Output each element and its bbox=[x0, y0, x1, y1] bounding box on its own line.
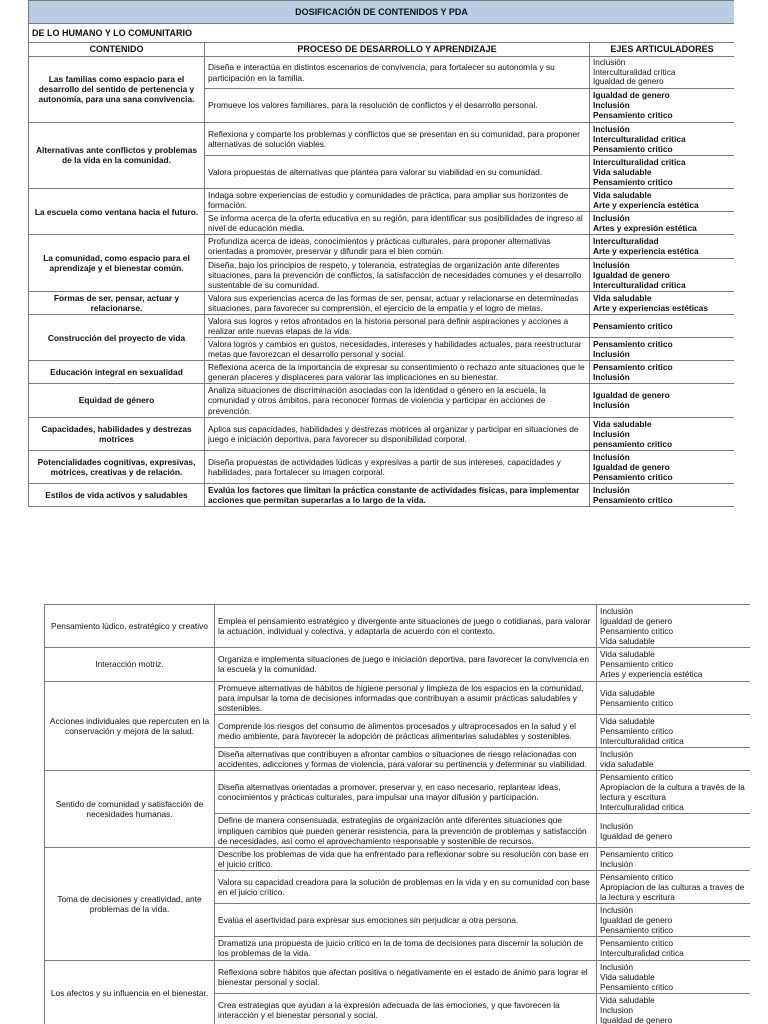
eje-item: Igualdad de genero bbox=[593, 77, 664, 87]
eje-item: Pensamiento critico bbox=[600, 848, 674, 859]
ejes-cell bbox=[590, 212, 735, 235]
pda-cell: Describe los problemas de vida que ha enfrentado para reflexionar sobre su resolución con base en el juicio crítico. bbox=[215, 847, 597, 870]
eje-item: Inclusión bbox=[593, 485, 630, 496]
eje-item: Arte y experiencias estéticas bbox=[593, 302, 708, 313]
eje-item: Pensamiento critico bbox=[600, 626, 674, 637]
ejes-cell bbox=[590, 384, 735, 417]
pda-cell: Valora su capacidad creadora para la solución de problemas en la vida y en su comunidad con base en el juicio crítico. bbox=[215, 870, 597, 903]
eje-item: Inclusión bbox=[600, 961, 634, 972]
ejes-cell bbox=[597, 648, 751, 681]
eje-item: Pensamiento critico bbox=[593, 339, 673, 350]
eje-item: Inclusión bbox=[593, 57, 626, 67]
contenido-cell: Potencialidades cognitivas, expresivas, motrices, creativas y de relación. bbox=[29, 450, 205, 483]
contenido-cell: Acciones individuales que repercuten en la conservación y mejora de la salud. bbox=[45, 681, 215, 771]
pda-cell: Diseña, bajo los principios de respeto, y tolerancia, estrategias de organización ante diferentes situaciones, para la prevención de conflictos, la satisfacción de necesidades comunes y el desarrollo sustentable de su comunidad. bbox=[205, 258, 590, 291]
table-body bbox=[29, 56, 735, 506]
eje-item: Igualdad de genero bbox=[593, 390, 670, 401]
ejes-cell bbox=[590, 258, 735, 291]
contenido-cell: Equidad de género bbox=[29, 384, 205, 417]
eje-item: Vida saludable bbox=[600, 994, 655, 1005]
ejes-cell bbox=[590, 56, 735, 89]
table-row bbox=[29, 417, 735, 450]
ejes-cell bbox=[590, 89, 735, 122]
ejes-cell bbox=[590, 361, 735, 384]
ejes-cell bbox=[590, 122, 735, 155]
pda-cell: Valora sus logros y retos afrontados en la historia personal para definir aspiraciones y acciones a realizar ante nuevas etapas de la vida. bbox=[205, 314, 590, 337]
eje-item: Vida saludable bbox=[593, 190, 652, 201]
eje-item: Inclusión bbox=[593, 372, 630, 383]
ejes-cell bbox=[590, 314, 735, 337]
contenido-cell: Sentido de comunidad y satisfacción de necesidades humanas. bbox=[45, 771, 215, 848]
ejes-cell bbox=[597, 605, 751, 648]
ejes-cell bbox=[590, 235, 735, 258]
eje-item: Apropiacion de la cultura a través de la lectura y escritura bbox=[600, 782, 745, 803]
eje-item: Inclusión bbox=[593, 451, 630, 462]
pda-cell: Diseña alternativas que contribuyen a afrontar cambios o situaciones de riesgo relacionadas con accidentes, adicciones y formas de violencia, para valorar su pertinencia y determinar su viabilidad. bbox=[215, 748, 597, 771]
eje-item: Artes y expresión estética bbox=[593, 223, 697, 234]
eje-item: Pensamiento critico bbox=[593, 362, 673, 373]
pda-cell: Aplica sus capacidades, habilidades y destrezas motrices al organizar y participar en situaciones de juego e iniciación deportiva, para favorecer su disponibilidad corporal. bbox=[205, 417, 590, 450]
eje-item: Inclusión bbox=[600, 749, 634, 760]
pda-cell: Valora propuestas de alternativas que plantea para valorar su viabilidad en su comunidad. bbox=[205, 155, 590, 188]
ejes-cell bbox=[597, 870, 751, 903]
eje-item: Pensamiento critico bbox=[600, 659, 674, 670]
table-body bbox=[45, 605, 751, 1024]
eje-item: Inclusión bbox=[593, 400, 630, 411]
ejes-cell bbox=[597, 904, 751, 937]
eje-item: Apropiacion de las culturas a traves de la lectura y escritura bbox=[600, 881, 745, 903]
pda-cell: Profundiza acerca de ideas, conocimientos y prácticas culturales, para proponer alternativas orientadas a promover, preservar y difundir para el bien común. bbox=[205, 235, 590, 258]
eje-item: Igualdad de genero bbox=[593, 461, 670, 472]
ejes-cell bbox=[597, 681, 751, 714]
ejes-cell bbox=[597, 993, 751, 1024]
contenido-cell: Toma de decisiones y creatividad, ante problemas de la vida. bbox=[45, 847, 215, 960]
pda-cell: Se informa acerca de la oferta educativa en su región, para identificar sus posibilidades de ingreso al nivel de educación media. bbox=[205, 212, 590, 235]
contenido-cell: La comunidad, como espacio para el aprendizaje y el bienestar común. bbox=[29, 235, 205, 291]
eje-item: Interculturalidad crítica bbox=[593, 67, 676, 77]
eje-item: Vida saludable bbox=[600, 636, 655, 647]
eje-item: Vida saludable bbox=[600, 687, 655, 698]
table-row bbox=[29, 291, 735, 314]
eje-item: Inclusión bbox=[600, 905, 634, 916]
table-row bbox=[45, 960, 751, 993]
section-title: DE LO HUMANO Y LO COMUNITARIO bbox=[29, 24, 735, 43]
eje-item: Inclusión bbox=[593, 349, 630, 360]
eje-item: Vida saludable bbox=[600, 971, 655, 982]
ejes-cell bbox=[590, 291, 735, 314]
ejes-cell bbox=[597, 748, 751, 771]
pda-cell: Organiza e implementa situaciones de juego e iniciación deportiva, para favorecer la convivencia en la escuela y la comunidad. bbox=[215, 648, 597, 681]
header-contenido: CONTENIDO bbox=[29, 43, 205, 57]
eje-item: Arte y experiencia estética bbox=[593, 200, 699, 211]
table-row bbox=[29, 235, 735, 258]
contenido-cell: Pensamiento lúdico, estratégico y creativo bbox=[45, 605, 215, 648]
dosificacion-table bbox=[28, 0, 734, 507]
ejes-cell bbox=[590, 338, 735, 361]
table-row bbox=[29, 450, 735, 483]
eje-item: Inclusión bbox=[593, 100, 630, 111]
eje-item: Pensamiento critico bbox=[593, 110, 673, 121]
table-row bbox=[45, 648, 751, 681]
eje-item: Interculturalidad critica bbox=[600, 735, 684, 746]
ejes-cell bbox=[597, 960, 751, 993]
eje-item: Interculturalidad critica bbox=[600, 948, 684, 959]
ejes-cell bbox=[597, 814, 751, 847]
ejes-cell bbox=[590, 417, 735, 450]
table-row bbox=[45, 847, 751, 870]
pda-cell: Valora sus experiencias acerca de las formas de ser, pensar, actuar y relacionarse en determinadas situaciones, para favorecer su comprensión, el ejercicio de la empatía y el logro de metas. bbox=[205, 291, 590, 314]
pda-cell: Valora logros y cambios en gustos, necesidades, intereses y habilidades actuales, para reestructurar metas que favorezcan el desarrollo personal y social. bbox=[205, 338, 590, 361]
eje-item: Pensamiento critico bbox=[593, 320, 673, 331]
eje-item: Pensamiento critico bbox=[600, 725, 674, 736]
eje-item: Inclusión bbox=[593, 259, 630, 270]
eje-item: Igualdad de genero bbox=[600, 915, 673, 926]
eje-item: Pensamiento critico bbox=[593, 471, 673, 482]
eje-item: Inclusión bbox=[593, 428, 630, 439]
eje-item: Artes y experiencia estética bbox=[600, 669, 703, 680]
pda-cell: Evalúa los factores que limitan la práctica constante de actividades físicas, para implementar acciones que permitan superarlas a lo largo de la vida. bbox=[205, 484, 590, 507]
eje-item: Vida saludable bbox=[593, 292, 652, 303]
pda-cell: Analiza situaciones de discriminación asociadas con la identidad o género en la escuela, la comunidad y otros ámbitos, para reconocer formas de violencia y participar en acciones de prevención. bbox=[205, 384, 590, 417]
table-row bbox=[45, 681, 751, 714]
eje-item: Vida saludable bbox=[600, 649, 655, 660]
eje-item: Inclusión bbox=[593, 123, 630, 134]
eje-item: Igualdad de genero bbox=[600, 616, 673, 627]
eje-item: pensamiento critico bbox=[593, 438, 673, 449]
eje-item: Pensamiento critico bbox=[600, 925, 674, 936]
ejes-cell bbox=[590, 484, 735, 507]
contenido-cell: Alternativas ante conflictos y problemas de la vida en la comunidad. bbox=[29, 122, 205, 188]
eje-item: Inclusión bbox=[600, 820, 634, 831]
eje-item: Interculturalidad critica bbox=[600, 802, 684, 813]
eje-item: Pensamiento critico bbox=[593, 495, 673, 506]
eje-item: Igualdad de genero bbox=[600, 1014, 673, 1024]
pda-cell: Diseña propuestas de actividades lúdicas y expresivas a partir de sus intereses, capacidades y habilidades, para fortalecer su imagen corporal. bbox=[205, 450, 590, 483]
eje-item: Pensamiento critico bbox=[600, 871, 674, 882]
pda-cell: Reflexiona sobre hábitos que afectan positiva o negativamente en el estado de ánimo para lograr el bienestar personal y social. bbox=[215, 960, 597, 993]
eje-item: Vida saludable bbox=[593, 166, 652, 177]
eje-item: Inclusion bbox=[600, 1004, 634, 1015]
contenido-cell: Construcción del proyecto de vida bbox=[29, 314, 205, 360]
ejes-cell bbox=[597, 937, 751, 960]
eje-item: Vida saludable bbox=[593, 418, 652, 429]
pda-cell: Crea estrategias que ayudan a la expresión adecuada de las emociones, y que favorecen la interacción y el bienestar personal y social. bbox=[215, 993, 597, 1024]
eje-item: Igualdad de genero bbox=[593, 269, 670, 280]
eje-item: Pensamiento critico bbox=[600, 772, 674, 783]
contenido-cell: Las familias como espacio para el desarrollo del sentido de pertenencia y autonomía, para una sana convivencia. bbox=[29, 56, 205, 122]
table-row bbox=[29, 484, 735, 507]
table-row bbox=[29, 361, 735, 384]
contenido-cell: Los afectos y su influencia en el bienestar. bbox=[45, 960, 215, 1024]
eje-item: Arte y experiencia estética bbox=[593, 246, 699, 257]
eje-item: Inclusión bbox=[600, 606, 634, 616]
eje-item: Inclusión bbox=[593, 213, 630, 224]
ejes-cell bbox=[597, 714, 751, 747]
table-row bbox=[29, 314, 735, 337]
header-pda: PROCESO DE DESARROLLO Y APRENDIZAJE bbox=[205, 43, 590, 57]
pda-cell: Evalúa el asertividad para expresar sus emociones sin perjudicar a otra persona. bbox=[215, 904, 597, 937]
eje-item: Pensamiento critico bbox=[600, 981, 674, 992]
ejes-cell bbox=[590, 189, 735, 212]
pda-cell: Define de manera consensuada, estrategias de organización ante diferentes situaciones que impliquen cambios que pueden generar resistencia, para la prevención de problemas y satisfacción de necesidades, así como el aprovechamiento responsable y sostenible de recursos. bbox=[215, 814, 597, 847]
contenido-cell: La escuela como ventana hacia el futuro. bbox=[29, 189, 205, 235]
table-row bbox=[29, 189, 735, 212]
table-row bbox=[29, 122, 735, 155]
contenido-cell: Estilos de vida activos y saludables bbox=[29, 484, 205, 507]
contenido-cell: Interacción motriz. bbox=[45, 648, 215, 681]
ejes-cell bbox=[597, 847, 751, 870]
pda-cell: Promueve alternativas de hábitos de higiene personal y limpieza de los espacios en la comunidad, para impulsar la toma de decisiones informadas que contribuyan a asumir prácticas saludables y sostenibles. bbox=[215, 681, 597, 714]
eje-item: Pensamiento critico bbox=[600, 938, 674, 949]
table-row bbox=[45, 771, 751, 814]
eje-item: Igualdad de genero bbox=[593, 90, 670, 101]
eje-item: Interculturalidad critica bbox=[593, 133, 686, 144]
contenido-cell: Formas de ser, pensar, actuar y relacionarse. bbox=[29, 291, 205, 314]
pda-cell: Diseña alternativas orientadas a promover, preservar y, en caso necesario, replantear ideas, conocimientos y prácticas culturales, para impulsar una mayor difusión y participación. bbox=[215, 771, 597, 814]
eje-item: Vida saludable bbox=[600, 715, 655, 726]
eje-item: Igualdad de genero bbox=[600, 830, 673, 841]
table-row bbox=[29, 56, 735, 89]
eje-item: Interculturalidad bbox=[593, 236, 659, 247]
dosificacion-table-continued bbox=[44, 604, 750, 1024]
ejes-cell bbox=[590, 450, 735, 483]
header-ejes: EJES ARTICULADORES bbox=[590, 43, 735, 57]
pda-cell: Indaga sobre experiencias de estudio y comunidades de práctica, para ampliar sus horizontes de formación. bbox=[205, 189, 590, 212]
pda-cell: Dramatiza una propuesta de juicio crítico en la de toma de decisiones para discernir la solución de los problemas de la vida. bbox=[215, 937, 597, 960]
contenido-cell: Capacidades, habilidades y destrezas motrices bbox=[29, 417, 205, 450]
pda-cell: Promueve los valores familiares, para la resolución de conflictos y el desarrollo personal. bbox=[205, 89, 590, 122]
ejes-cell bbox=[590, 155, 735, 188]
contenido-cell: Educación integral en sexualidad bbox=[29, 361, 205, 384]
pda-cell: Diseña e interactúa en distintos escenarios de convivencia, para fortalecer su autonomía y su participación en la familia. bbox=[205, 56, 590, 89]
document-page-1 bbox=[28, 0, 734, 544]
document-title: DOSIFICACIÓN DE CONTENIDOS Y PDA bbox=[29, 1, 735, 24]
ejes-cell bbox=[597, 771, 751, 814]
eje-item: Pensamiento critico bbox=[593, 143, 673, 154]
eje-item: Interculturalidad critica bbox=[593, 279, 686, 290]
eje-item: Pensamiento critico bbox=[593, 176, 673, 187]
eje-item: Interculturalidad critica bbox=[593, 156, 686, 167]
pda-cell: Comprende los riesgos del consumo de alimentos procesados y ultraprocesados en la salud y el medio ambiente, para favorecer la adopción de prácticas alimentarias saludables y sostenibles. bbox=[215, 714, 597, 747]
pda-cell: Reflexiona y comparte los problemas y conflictos que se presentan en su comunidad, para proponer alternativas de solución viables. bbox=[205, 122, 590, 155]
pda-cell: Reflexiona acerca de la importancia de expresar su consentimiento o rechazo ante situaciones que le generan placeres y displaceres para valorar las implicaciones en su bienestar. bbox=[205, 361, 590, 384]
table-row bbox=[45, 605, 751, 648]
pda-cell: Emplea el pensamiento estratégico y divergente ante situaciones de juego o cotidianas, para valorar la actuación, individual y colectiva, y adaptarla de acuerdo con el contexto. bbox=[215, 605, 597, 648]
eje-item: Inclusión bbox=[600, 858, 634, 869]
eje-item: Pensamiento critico bbox=[600, 697, 674, 708]
document-page-2 bbox=[44, 604, 750, 1024]
eje-item: vida saludable bbox=[600, 759, 654, 770]
table-row bbox=[29, 384, 735, 417]
